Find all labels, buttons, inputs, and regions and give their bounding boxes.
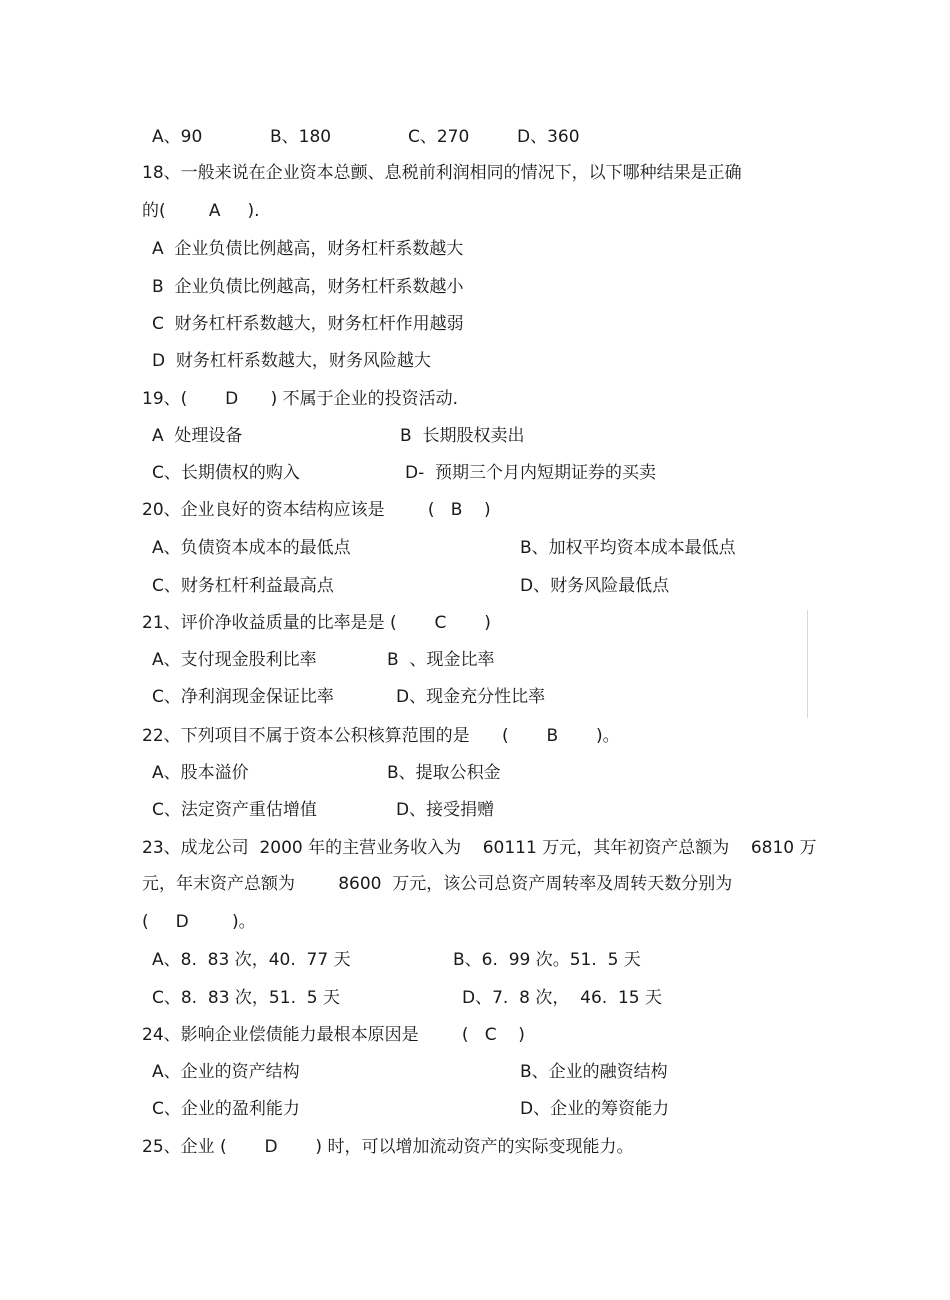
option-c: C、法定资产重估增值	[152, 800, 317, 820]
option-d: D、7. 8 次， 46. 15 天	[462, 988, 663, 1008]
option-a: A、股本溢价	[152, 763, 249, 783]
option-b: B、6. 99 次。51. 5 天	[453, 950, 641, 970]
option-c: C、长期债权的购入	[152, 463, 300, 483]
question-21-stem: 21、评价净收益质量的比率是是 ( C )	[142, 613, 491, 633]
question-18-stem-cont: 的( A ).	[142, 201, 260, 221]
option-d: D- 预期三个月内短期证券的买卖	[405, 463, 657, 483]
option-a: A、90	[152, 127, 203, 147]
option-d: D 财务杠杆系数越大，财务风险越大	[152, 351, 431, 371]
question-24-stem: 24、影响企业偿债能力最根本原因是 ( C )	[142, 1025, 525, 1045]
option-d: D、企业的筹资能力	[520, 1099, 670, 1119]
option-c: C 财务杠杆系数越大，财务杠杆作用越弱	[152, 314, 464, 334]
question-23-stem: 23、成龙公司 2000 年的主营业务收入为 60111 万元，其年初资产总额为 6810 万	[142, 838, 817, 858]
option-b: B 企业负债比例越高，财务杠杆系数越小	[152, 277, 464, 297]
option-b: B、提取公积金	[387, 763, 501, 783]
option-d: D、360	[517, 127, 580, 147]
option-a: A 企业负债比例越高，财务杠杆系数越大	[152, 239, 464, 259]
option-b: B、180	[270, 127, 332, 147]
option-b: B 、现金比率	[387, 650, 495, 670]
margin-rule	[807, 610, 808, 718]
option-c: C、净利润现金保证比率	[152, 687, 334, 707]
option-c: C、270	[408, 127, 470, 147]
question-20-stem: 20、企业良好的资本结构应该是 ( B )	[142, 500, 491, 520]
option-b: B、加权平均资本成本最低点	[520, 538, 736, 558]
question-23-stem-cont: 元，年末资产总额为 8600 万元，该公司总资产周转率及周转天数分别为	[142, 874, 733, 894]
option-b: B 长期股权卖出	[400, 426, 525, 446]
question-19-stem: 19、( D ) 不属于企业的投资活动.	[142, 389, 459, 409]
option-d: D、接受捐赠	[396, 800, 495, 820]
question-22-stem: 22、下列项目不属于资本公积核算范围的是 ( B )。	[142, 726, 620, 746]
option-a: A、企业的资产结构	[152, 1062, 300, 1082]
option-c: C、企业的盈利能力	[152, 1099, 300, 1119]
option-d: D、财务风险最低点	[520, 576, 670, 596]
option-b: B、企业的融资结构	[520, 1062, 668, 1082]
option-c: C、8. 83 次，51. 5 天	[152, 988, 340, 1008]
option-a: A 处理设备	[152, 426, 243, 446]
question-25-stem: 25、企业 ( D ) 时，可以增加流动资产的实际变现能力。	[142, 1137, 634, 1157]
option-c: C、财务杠杆利益最高点	[152, 576, 334, 596]
question-18-stem: 18、一般来说在企业资本总颤、息税前利润相同的情况下，以下哪种结果是正确	[142, 163, 742, 183]
question-23-answer: ( D )。	[142, 912, 256, 932]
option-a: A、8. 83 次，40. 77 天	[152, 950, 351, 970]
option-d: D、现金充分性比率	[396, 687, 546, 707]
option-a: A、负债资本成本的最低点	[152, 538, 351, 558]
option-a: A、支付现金股利比率	[152, 650, 317, 670]
